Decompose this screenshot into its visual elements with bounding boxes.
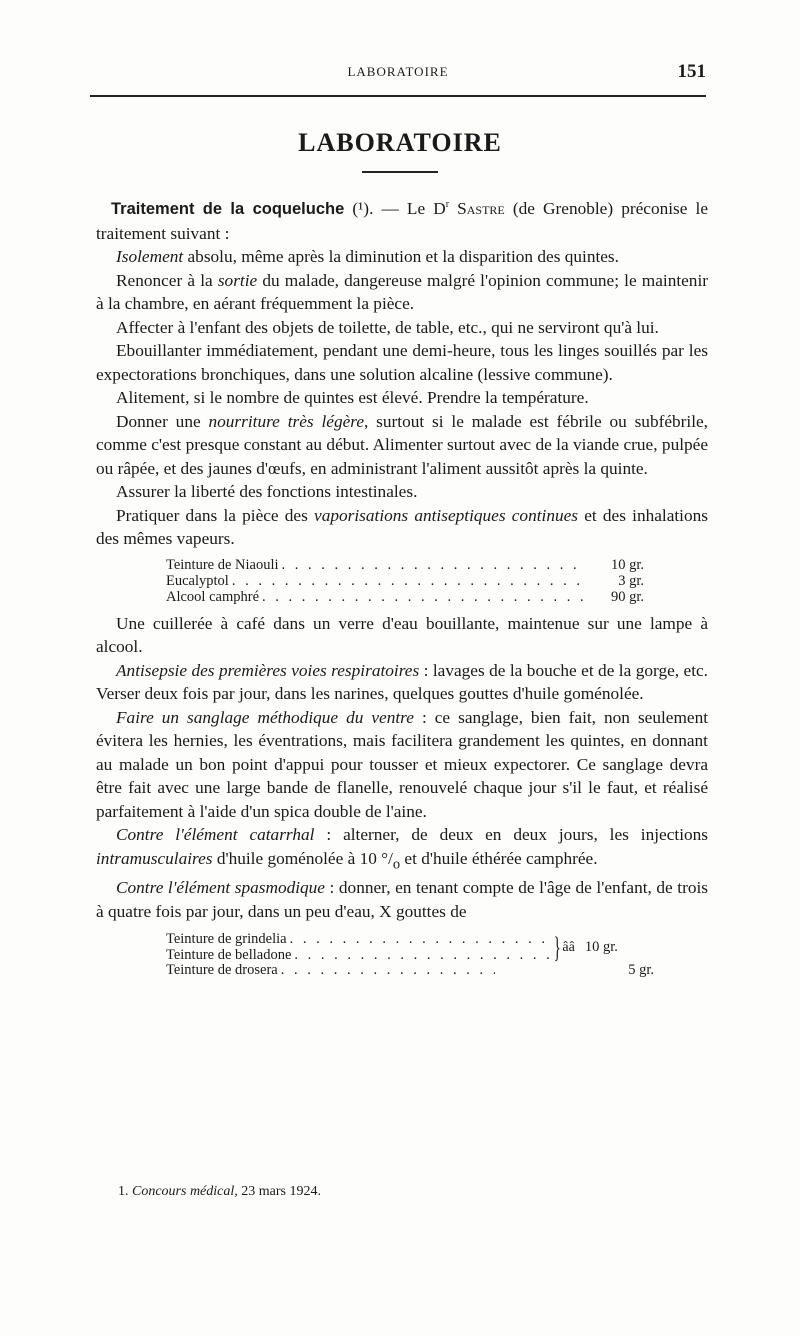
recipe-line: Teinture de belladone . . . xyxy=(166,948,556,964)
page-number: 151 xyxy=(677,61,706,82)
header-rule xyxy=(90,95,706,97)
paragraph-sanglage: Faire un sanglage méthodique du ventre : ce sanglage, bien fait, non seulement évitera les hernies, les éventrations, mais facilitera grandement les quintes, en donnant au malade un bon point d'appui pour tousser et mieux expectorer. Ce sanglage devra être fait avec une large bande de flanelle, renouvelé chaque jour s'il le faut, et réalisé parfaitement à l'aide d'un spica double de l'aine. xyxy=(96,707,709,821)
title-rule xyxy=(362,171,438,173)
paragraph-sortie: Renoncer à la sortie du malade, dangereuse malgré l'opinion commune; le maintenir à la chambre, en aérant fréquemment la pièce. xyxy=(96,270,708,313)
running-title: LABORATOIRE xyxy=(347,64,449,79)
paragraph-objets: Affecter à l'enfant des objets de toilette, de table, etc., qui ne serviront qu'à lui. xyxy=(116,317,659,337)
paragraph-linges: Ebouillanter immédiatement, pendant une demi-heure, tous les linges souillés par les expectorations bronchiques, dans une solution alcaline (lessive commune). xyxy=(96,341,708,384)
paragraph-antisepsie: Antisepsie des premières voies respiratoires : lavages de la bouche et de la gorge, etc. Verser deux fois par jour, dans les narines, quelques gouttes d'huile goménolée. xyxy=(96,660,708,703)
recipe-line: Eucalyptol . . . 3 gr. xyxy=(166,573,644,589)
paragraph-isolement: Isolement absolu, même après la diminution et la disparition des quintes. xyxy=(116,247,619,266)
ana-symbol: ââ xyxy=(562,940,575,956)
footnote: 1. Concours médical, 23 mars 1924. xyxy=(118,1184,321,1199)
paragraph-alitement: Alitement, si le nombre de quintes est élevé. Prendre la température. xyxy=(116,388,589,407)
paragraph-nourriture: Donner une nourriture très légère, surtout si le malade est fébrile ou subfébrile, comme c'est presque constant au début. Alimenter surtout avec de la viande crue, pulpée ou râpée, et des jaunes d'œufs, en administrant l'aliment aussitôt après la quinte. xyxy=(96,411,709,478)
paragraph-coqueluche: Traitement de la coqueluche (¹). — Le $D^r$ Sastre (de Grenoble) préconise le traitement suivant : xyxy=(96,199,709,243)
shared-qty: 10 gr. xyxy=(584,939,618,956)
body-text xyxy=(96,197,708,979)
recipe-line: Teinture de drosera . . . 5 gr. xyxy=(166,963,556,979)
recipe-spasmodique xyxy=(166,932,654,979)
paragraph-intestinales: Assurer la liberté des fonctions intestinales. xyxy=(116,482,418,501)
running-header xyxy=(90,62,706,82)
drosera-qty: 5 gr. xyxy=(628,962,654,979)
section-lead: Traitement de la coqueluche xyxy=(111,200,345,218)
brace-symbol: } xyxy=(553,930,561,964)
author-name: Sastre xyxy=(449,199,505,218)
paragraph-cuilleree: Une cuillerée à café dans un verre d'eau bouillante, maintenue sur une lampe à alcool. xyxy=(96,613,708,656)
paragraph-vaporisations: Pratiquer dans la pièce des vaporisations antiseptiques continues et des inhalations des mêmes vapeurs. xyxy=(96,505,708,548)
paragraph-catarrhal: Contre l'élément catarrhal : alterner, de deux en deux jours, les injections intramusculaires d'huile goménolée à 10 $^\circ/_o$ et d'huile éthérée camphrée. xyxy=(96,825,708,872)
chapter-title: LABORATOIRE xyxy=(298,128,502,157)
recipe-line: Teinture de Niaouli . . . 10 gr. xyxy=(166,557,644,573)
paragraph-spasmodique: Contre l'élément spasmodique : donner, en tenant compte de l'âge de l'enfant, de trois à quatre fois par jour, dans un peu d'eau, X gouttes de xyxy=(96,878,708,921)
recipe-line: Alcool camphré . . . 90 gr. xyxy=(166,589,644,605)
footnote-ref: (¹). xyxy=(352,199,374,218)
recipe-line: Teinture de grindelia . . . xyxy=(166,932,556,948)
recipe-inhalation xyxy=(166,557,644,605)
